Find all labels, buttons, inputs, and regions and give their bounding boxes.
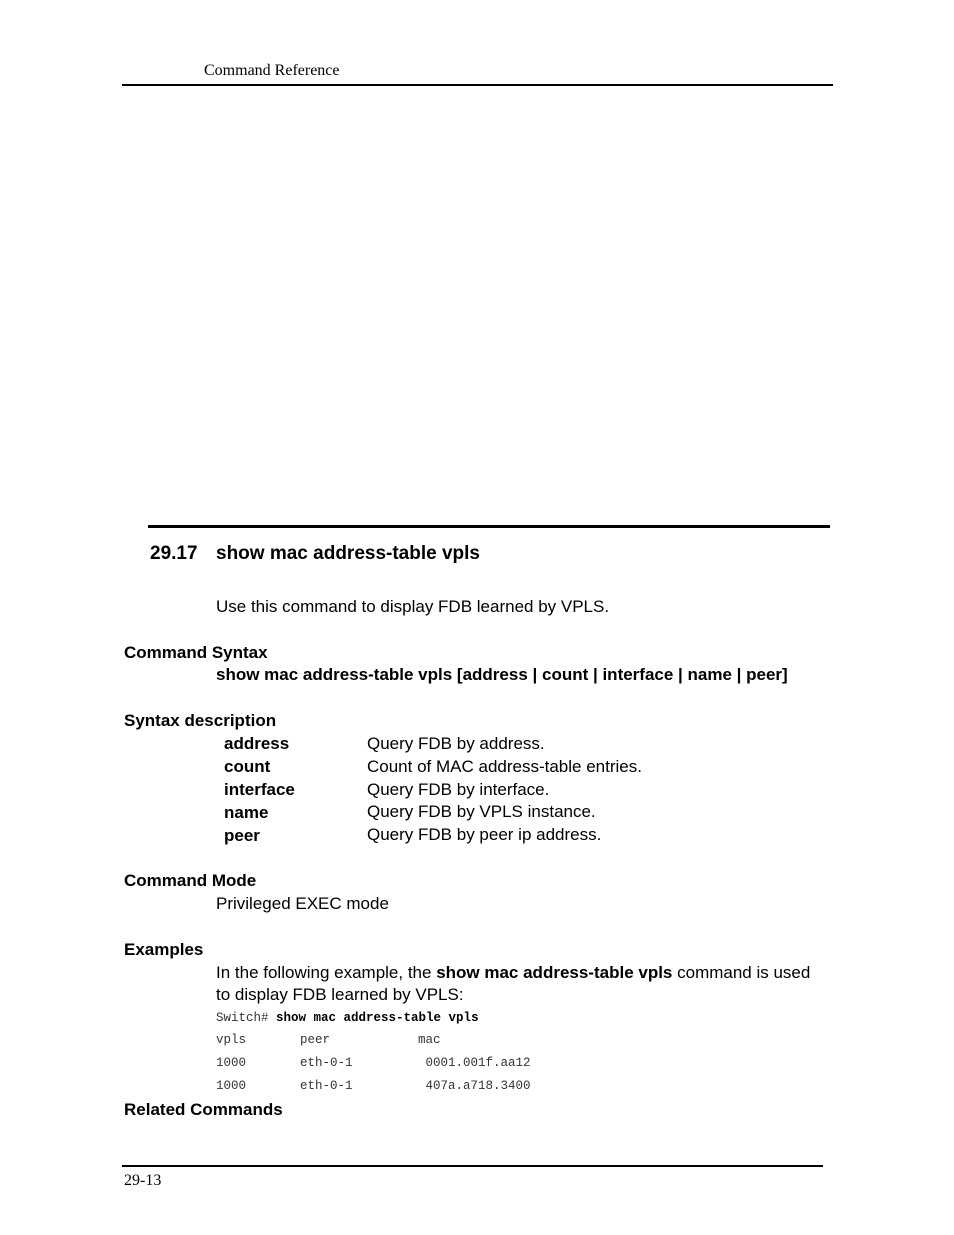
param-name: peer (224, 826, 260, 845)
examples-text-line2: to display FDB learned by VPLS: (216, 985, 464, 1004)
section-intro: Use this command to display FDB learned by VPLS. (216, 597, 610, 616)
code-prompt: Switch# (216, 1011, 269, 1025)
param-desc: Query FDB by VPLS instance. (367, 802, 596, 821)
code-header-peer: peer (300, 1033, 331, 1047)
code-cell: eth-0-1 (300, 1056, 353, 1070)
section-rule (148, 525, 830, 528)
related-commands-label: Related Commands (124, 1100, 283, 1119)
examples-text-post: command is used (672, 963, 811, 982)
param-name: interface (224, 780, 295, 799)
section-heading (150, 543, 480, 565)
code-cell: 407a.a718.3400 (418, 1079, 531, 1093)
param-desc: Query FDB by peer ip address. (367, 825, 602, 844)
running-header: Command Reference (204, 62, 340, 79)
code-command-line (216, 1011, 479, 1025)
examples-text (216, 963, 810, 983)
code-cell: 1000 (216, 1056, 247, 1070)
command-syntax: show mac address-table vpls [address | count | interface | name | peer] (216, 665, 788, 684)
param-desc: Query FDB by interface. (367, 780, 550, 799)
code-cell: eth-0-1 (300, 1079, 353, 1093)
code-header-mac: mac (418, 1033, 441, 1047)
param-name: count (224, 757, 271, 776)
code-cell: 1000 (216, 1079, 247, 1093)
code-cell: 0001.001f.aa12 (418, 1056, 531, 1070)
header-rule (122, 84, 833, 86)
page-number: 29-13 (124, 1172, 162, 1189)
param-desc: Count of MAC address-table entries. (367, 757, 642, 776)
param-name: name (224, 803, 269, 822)
section-title: show mac address-table vpls (216, 543, 480, 564)
code-command: show mac address-table vpls (276, 1011, 479, 1025)
param-name: address (224, 734, 290, 753)
param-desc: Query FDB by address. (367, 734, 545, 753)
command-mode-value: Privileged EXEC mode (216, 894, 389, 913)
examples-text-command: show mac address-table vpls (436, 963, 673, 982)
footer-rule (122, 1165, 823, 1167)
command-syntax-label: Command Syntax (124, 643, 268, 662)
examples-text-pre: In the following example, the (216, 963, 437, 982)
examples-label: Examples (124, 940, 204, 959)
command-mode-label: Command Mode (124, 871, 257, 890)
section-number: 29.17 (150, 543, 198, 564)
syntax-description-label: Syntax description (124, 711, 277, 730)
code-header-vpls: vpls (216, 1033, 247, 1047)
